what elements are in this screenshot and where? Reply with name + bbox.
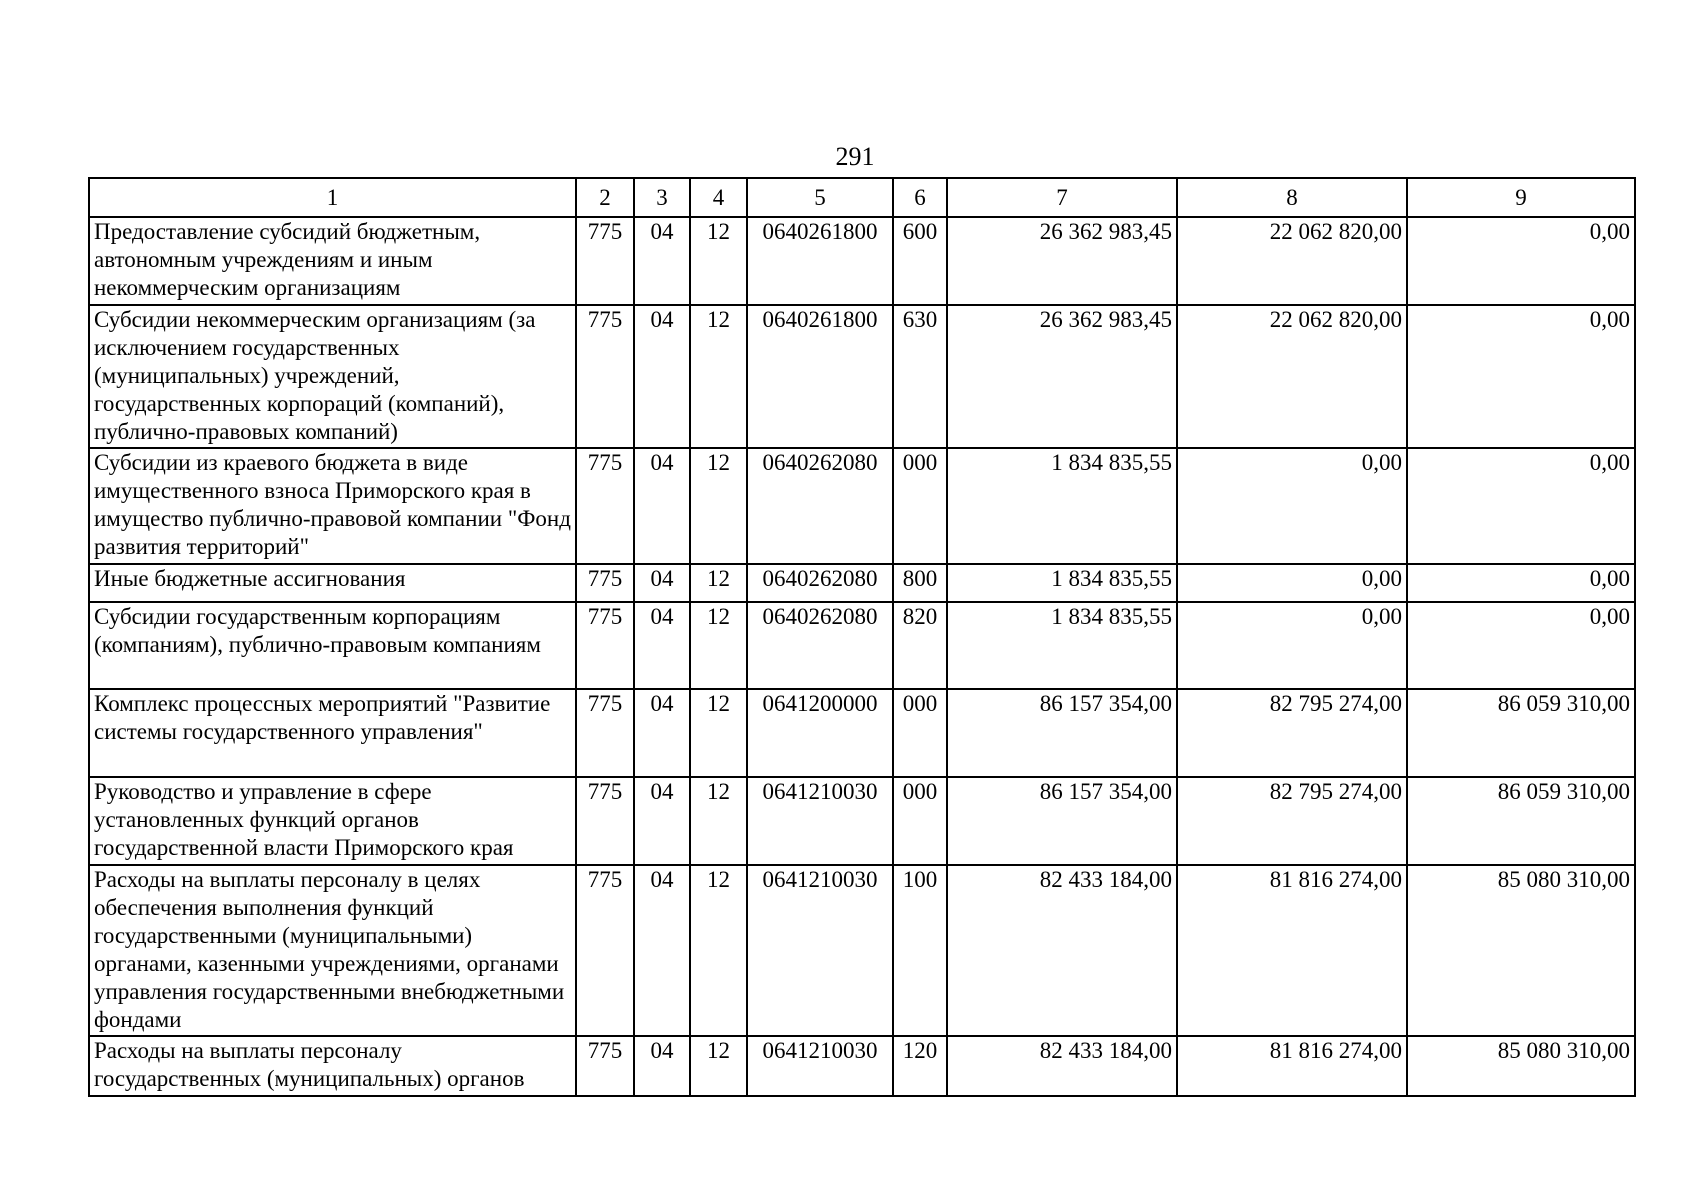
cell-amount-col7: 86 157 354,00 xyxy=(947,777,1177,865)
cell-section: 04 xyxy=(634,564,690,602)
cell-amount-col9: 0,00 xyxy=(1407,564,1635,602)
column-header: 3 xyxy=(634,178,690,217)
budget-table xyxy=(88,177,1636,1097)
cell-amount-col8: 81 816 274,00 xyxy=(1177,1036,1407,1096)
cell-expense-type: 000 xyxy=(893,689,947,777)
cell-amount-col8: 22 062 820,00 xyxy=(1177,217,1407,305)
cell-amount-col7: 82 433 184,00 xyxy=(947,1036,1177,1096)
cell-amount-col8: 22 062 820,00 xyxy=(1177,305,1407,448)
cell-amount-col9: 0,00 xyxy=(1407,448,1635,564)
cell-amount-col7: 26 362 983,45 xyxy=(947,217,1177,305)
cell-ministry: 775 xyxy=(576,305,634,448)
cell-target-article: 0641210030 xyxy=(747,777,893,865)
row-name: Комплекс процессных мероприятий "Развитие системы государственного управления" xyxy=(89,689,576,777)
cell-target-article: 0641210030 xyxy=(747,865,893,1036)
cell-subsection: 12 xyxy=(690,1036,747,1096)
page-number: 291 xyxy=(835,142,875,171)
cell-ministry: 775 xyxy=(576,689,634,777)
cell-expense-type: 630 xyxy=(893,305,947,448)
row-name: Субсидии государственным корпорациям (компаниям), публично-правовым компаниям xyxy=(89,602,576,689)
cell-ministry: 775 xyxy=(576,1036,634,1096)
cell-amount-col7: 1 834 835,55 xyxy=(947,448,1177,564)
cell-target-article: 0641200000 xyxy=(747,689,893,777)
cell-expense-type: 000 xyxy=(893,448,947,564)
table-row xyxy=(89,217,1635,305)
cell-amount-col9: 0,00 xyxy=(1407,602,1635,689)
column-header: 7 xyxy=(947,178,1177,217)
cell-amount-col7: 86 157 354,00 xyxy=(947,689,1177,777)
cell-amount-col8: 0,00 xyxy=(1177,564,1407,602)
row-name: Расходы на выплаты персоналу в целях обеспечения выполнения функций государственными (муниципальными) органами, казенными учреждениями, органами управления государственными внебюджетными фондами xyxy=(89,865,576,1036)
row-name: Предоставление субсидий бюджетным, автономным учреждениям и иным некоммерческим организациям xyxy=(89,217,576,305)
row-name: Субсидии из краевого бюджета в виде имущественного взноса Приморского края в имущество публично-правовой компании "Фонд развития территорий" xyxy=(89,448,576,564)
cell-expense-type: 800 xyxy=(893,564,947,602)
column-header: 8 xyxy=(1177,178,1407,217)
cell-amount-col7: 1 834 835,55 xyxy=(947,564,1177,602)
cell-ministry: 775 xyxy=(576,448,634,564)
row-name: Субсидии некоммерческим организациям (за исключением государственных (муниципальных) учреждений, государственных корпораций (компаний), публично-правовых компаний) xyxy=(89,305,576,448)
cell-ministry: 775 xyxy=(576,777,634,865)
cell-ministry: 775 xyxy=(576,865,634,1036)
cell-section: 04 xyxy=(634,448,690,564)
column-header: 1 xyxy=(89,178,576,217)
cell-amount-col7: 1 834 835,55 xyxy=(947,602,1177,689)
cell-target-article: 0640262080 xyxy=(747,602,893,689)
cell-amount-col8: 0,00 xyxy=(1177,448,1407,564)
row-name: Расходы на выплаты персоналу государственных (муниципальных) органов xyxy=(89,1036,576,1096)
cell-subsection: 12 xyxy=(690,602,747,689)
cell-target-article: 0640261800 xyxy=(747,217,893,305)
header-row xyxy=(89,178,1635,217)
column-header: 4 xyxy=(690,178,747,217)
cell-amount-col9: 85 080 310,00 xyxy=(1407,1036,1635,1096)
cell-section: 04 xyxy=(634,1036,690,1096)
cell-section: 04 xyxy=(634,305,690,448)
cell-expense-type: 000 xyxy=(893,777,947,865)
cell-ministry: 775 xyxy=(576,564,634,602)
column-header: 6 xyxy=(893,178,947,217)
cell-amount-col9: 86 059 310,00 xyxy=(1407,777,1635,865)
cell-section: 04 xyxy=(634,777,690,865)
table-row xyxy=(89,689,1635,777)
cell-expense-type: 820 xyxy=(893,602,947,689)
cell-subsection: 12 xyxy=(690,865,747,1036)
cell-target-article: 0641210030 xyxy=(747,1036,893,1096)
cell-expense-type: 600 xyxy=(893,217,947,305)
column-header: 2 xyxy=(576,178,634,217)
table-row xyxy=(89,865,1635,1036)
cell-amount-col8: 82 795 274,00 xyxy=(1177,689,1407,777)
cell-amount-col8: 81 816 274,00 xyxy=(1177,865,1407,1036)
cell-section: 04 xyxy=(634,865,690,1036)
cell-expense-type: 120 xyxy=(893,1036,947,1096)
cell-section: 04 xyxy=(634,602,690,689)
cell-section: 04 xyxy=(634,689,690,777)
cell-amount-col9: 85 080 310,00 xyxy=(1407,865,1635,1036)
cell-target-article: 0640262080 xyxy=(747,448,893,564)
cell-ministry: 775 xyxy=(576,602,634,689)
cell-subsection: 12 xyxy=(690,689,747,777)
cell-amount-col9: 0,00 xyxy=(1407,305,1635,448)
cell-subsection: 12 xyxy=(690,777,747,865)
cell-target-article: 0640262080 xyxy=(747,564,893,602)
cell-amount-col7: 26 362 983,45 xyxy=(947,305,1177,448)
cell-subsection: 12 xyxy=(690,564,747,602)
cell-target-article: 0640261800 xyxy=(747,305,893,448)
table-row xyxy=(89,448,1635,564)
table-row xyxy=(89,1036,1635,1096)
cell-amount-col7: 82 433 184,00 xyxy=(947,865,1177,1036)
table-row xyxy=(89,777,1635,865)
table-row xyxy=(89,564,1635,602)
row-name: Руководство и управление в сфере установленных функций органов государственной власти Приморского края xyxy=(89,777,576,865)
table-row xyxy=(89,305,1635,448)
table-row xyxy=(89,602,1635,689)
cell-section: 04 xyxy=(634,217,690,305)
column-header: 5 xyxy=(747,178,893,217)
cell-expense-type: 100 xyxy=(893,865,947,1036)
cell-ministry: 775 xyxy=(576,217,634,305)
cell-amount-col9: 0,00 xyxy=(1407,217,1635,305)
cell-amount-col8: 0,00 xyxy=(1177,602,1407,689)
cell-subsection: 12 xyxy=(690,217,747,305)
cell-amount-col8: 82 795 274,00 xyxy=(1177,777,1407,865)
column-header: 9 xyxy=(1407,178,1635,217)
cell-subsection: 12 xyxy=(690,448,747,564)
row-name: Иные бюджетные ассигнования xyxy=(89,564,576,602)
cell-subsection: 12 xyxy=(690,305,747,448)
cell-amount-col9: 86 059 310,00 xyxy=(1407,689,1635,777)
